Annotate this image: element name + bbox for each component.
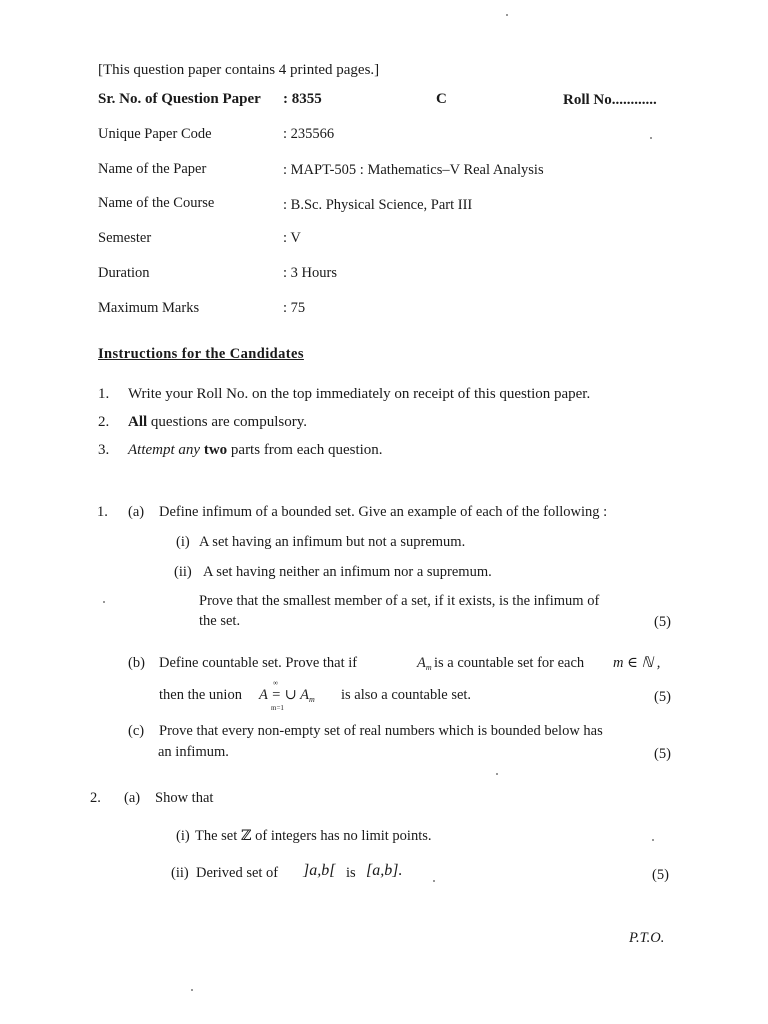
instruction-emphasis: two: [200, 442, 228, 458]
instruction-text: questions are compulsory.: [147, 414, 308, 430]
scan-speck: [191, 989, 193, 991]
instruction-text: Write your Roll No. on the top immediately on receipt of this question paper.: [128, 386, 591, 402]
part-label: (a): [128, 504, 145, 520]
part-text: then the union: [159, 687, 242, 703]
part-label: (a): [124, 790, 141, 806]
marks: (5): [652, 867, 669, 883]
printed-pages-note: [This question paper contains 4 printed pages.]: [98, 62, 380, 78]
instruction-number: 1.: [98, 386, 110, 402]
part-text: an infimum.: [158, 744, 229, 760]
math-m-in-n: m ∈ ℕ ,: [613, 655, 661, 671]
detail-label: Semester: [98, 230, 152, 246]
scan-speck: [652, 839, 654, 841]
math-closed-interval: [a,b].: [366, 862, 403, 879]
scan-speck: [433, 880, 435, 882]
detail-value: : B.Sc. Physical Science, Part III: [283, 197, 473, 213]
sr-no-label: Sr. No. of Question Paper: [98, 91, 261, 107]
instructions-heading: Instructions for the Candidates: [98, 346, 304, 362]
math-A: $A_m$: [417, 655, 432, 672]
part-text: Prove that every non-empty set of real numbers which is bounded below has: [159, 723, 603, 739]
subpart-text: The set ℤ of integers has no limit points.: [195, 828, 432, 844]
instruction-number: 3.: [98, 442, 110, 458]
detail-label: Name of the Course: [98, 195, 215, 211]
subpart-label: (i): [176, 828, 190, 844]
subpart-text: Derived set of: [196, 865, 279, 881]
part-label: (c): [128, 723, 145, 739]
instruction-italic: Attempt any: [128, 442, 201, 458]
marks: (5): [654, 689, 671, 705]
detail-value: : 75: [283, 300, 306, 316]
question-number: 2.: [90, 790, 101, 806]
scan-speck: [650, 137, 652, 139]
part-text: is also a countable set.: [341, 687, 472, 703]
marks: (5): [654, 614, 671, 630]
part-text: Prove that the smallest member of a set, if it exists, is the infimum of: [199, 593, 600, 609]
instruction-item: [128, 414, 307, 431]
instruction-item: [128, 442, 383, 459]
subpart-text: is: [346, 865, 356, 881]
detail-label: Unique Paper Code: [98, 126, 212, 142]
part-text: the set.: [199, 613, 241, 629]
scan-speck: [103, 601, 105, 603]
scan-speck: [506, 14, 508, 16]
subpart-label: (i): [176, 534, 190, 550]
detail-label: Maximum Marks: [98, 300, 200, 316]
part-text: Define infimum of a bounded set. Give an example of each of the following :: [159, 504, 608, 520]
instruction-text: parts from each question.: [227, 442, 383, 458]
question-number: 1.: [97, 504, 108, 520]
sr-no-value: : 8355: [283, 91, 322, 107]
subpart-label: (ii): [174, 564, 192, 580]
math-union: A = ∪ $A_m$: [259, 687, 315, 704]
pto-marker: P.T.O.: [629, 930, 665, 946]
detail-label: Duration: [98, 265, 150, 281]
roll-no: Roll No............: [563, 92, 657, 108]
detail-value: : V: [283, 230, 301, 246]
scan-speck: [496, 773, 498, 775]
set-code: C: [436, 91, 447, 107]
part-text: Show that: [155, 790, 214, 806]
part-label: (b): [128, 655, 145, 671]
marks: (5): [654, 746, 671, 762]
subpart-text: A set having neither an infimum nor a supremum.: [203, 564, 492, 580]
math-lower-limit: m=1: [271, 704, 284, 712]
subpart-label: (ii): [171, 865, 189, 881]
detail-value: : 235566: [283, 126, 335, 142]
math-infinity: ∞: [273, 679, 278, 687]
part-text: is a countable set for each: [434, 655, 585, 671]
detail-value: : MAPT-505 : Mathematics–V Real Analysis: [283, 162, 544, 178]
subpart-text: A set having an infimum but not a supremum.: [199, 534, 466, 550]
detail-value: : 3 Hours: [283, 265, 337, 281]
math-open-interval: ]a,b[: [303, 862, 336, 879]
instruction-emphasis: All: [128, 414, 148, 430]
instruction-number: 2.: [98, 414, 110, 430]
part-text: Define countable set. Prove that if: [159, 655, 358, 671]
detail-label: Name of the Paper: [98, 161, 207, 177]
